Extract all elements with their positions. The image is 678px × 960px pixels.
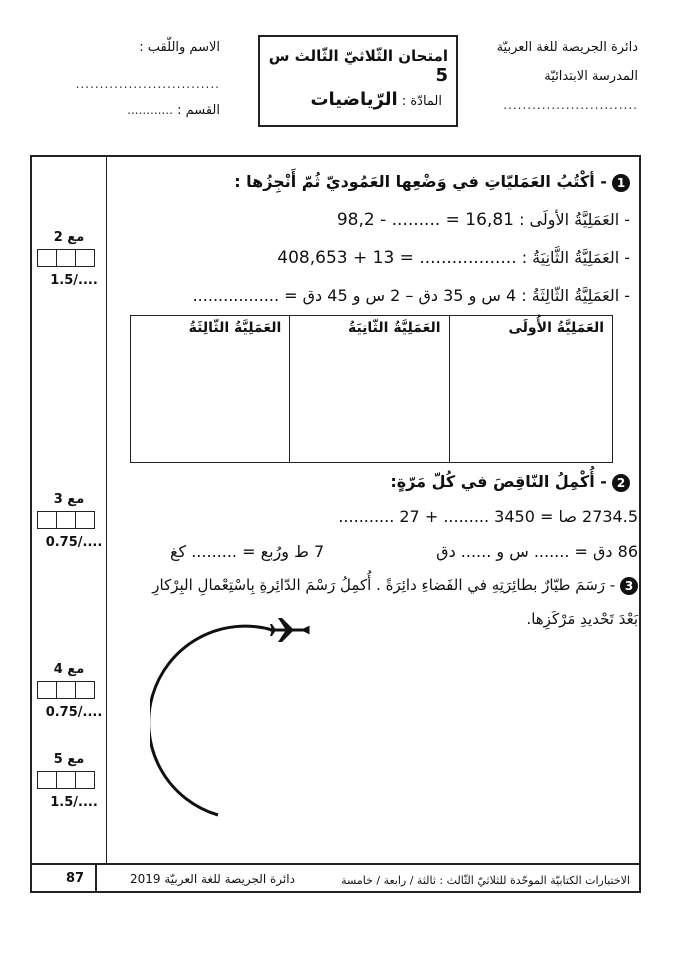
school-info [478, 40, 638, 112]
q2-line2a[interactable]: 86 دق = ....... س و ...... دق [436, 542, 638, 561]
subject-name: الرّياضيات [310, 89, 398, 110]
q1-number-badge: 1 [612, 174, 630, 192]
q2-instruction [390, 472, 630, 492]
subject-row [310, 89, 442, 110]
q2-instruction-text: - أُكْمِلُ النّاقِصَ في كُلّ مَرّةٍ: [390, 472, 607, 491]
student-info [70, 40, 220, 118]
op2-expression[interactable]: 408,653 + 13 = .................. [277, 248, 517, 268]
school-name: المدرسة الابتدائيّة [544, 69, 638, 84]
score-block-2 [34, 492, 114, 550]
q1-op2-line [277, 248, 630, 268]
score-criterion: مع 4 [53, 662, 85, 677]
score-criterion: مع 5 [53, 752, 85, 767]
op3-label: - العَمَلِيَّةُ الثّالِثَةُ : [521, 286, 630, 305]
q3-line1 [152, 576, 638, 595]
section-row [70, 103, 220, 118]
q3-line2: بَعْدَ تَحْديدِ مَرْكَزِها. [526, 610, 638, 628]
name-dots[interactable]: .............................. [75, 77, 220, 91]
op-cell-1[interactable]: العَمَلِيَّةُ الأُولَى [449, 316, 612, 463]
score-value: 1.5/.... [50, 273, 98, 288]
name-label: الاسم واللّقب : [139, 40, 220, 55]
score-block-3 [34, 662, 114, 720]
q1-instruction [234, 172, 630, 192]
footer-text: الاختبارات الكتابيّة الموحّدة للثلاثيّ الثّالث : ثالثة / رابعة / خامسة [341, 874, 630, 887]
exam-title-box [258, 35, 458, 127]
operations-table [130, 315, 613, 463]
q1-op3-line [193, 286, 630, 305]
q2-line2b[interactable]: 7 ط ورُبع = ......... كغ [170, 542, 325, 561]
exam-title-text: امتحان الثّلاثيّ الثّالث س [268, 47, 448, 65]
score-boxes[interactable] [38, 511, 114, 529]
op1-expression[interactable]: 98,2 - ......... = 16,81 [336, 210, 514, 230]
score-block-1 [34, 230, 114, 288]
q3-line1-text: - رَسَمَ طيّارٌ بطائِرَتِهِ في الفَضاءِ دائِرَةً . أُكمِلُ رَسْمَ الدّائِرةِ بِاسْتِعْمالِ البِرْكارِ [152, 576, 616, 594]
circle-arc [150, 626, 272, 815]
q3-number-badge: 3 [620, 577, 638, 595]
exam-title [260, 47, 448, 86]
airplane-icon [268, 616, 310, 644]
score-value: 0.75/.... [45, 705, 103, 720]
score-boxes[interactable] [38, 771, 114, 789]
score-boxes[interactable] [38, 249, 114, 267]
op3-expression[interactable]: 4 س و 35 دق – 2 س و 45 دق = ................. [192, 286, 517, 305]
page-number: 87 [66, 871, 85, 886]
section-label: القسم : [177, 103, 220, 118]
footer-page-sep [95, 865, 97, 893]
score-boxes[interactable] [38, 681, 114, 699]
score-criterion: مع 2 [53, 230, 85, 245]
score-value: 1.5/.... [50, 795, 98, 810]
q1-instruction-text: - أكْتُبُ العَمَليّاتِ في وَضْعِها العَمُوديّ ثُمّ أَنْجِزُها : [234, 172, 607, 191]
subject-label: المادّة : [401, 94, 442, 109]
q1-op1-line [337, 210, 630, 230]
q2-line1[interactable]: 2734.5 صا = 3450 ......... + 27 ........... [338, 507, 638, 526]
op1-label: - العَمَلِيَّةُ الأولَى : [519, 210, 630, 229]
district-name: دائرة الجريصة للغة العربيّة [496, 40, 638, 55]
op2-label: - العَمَلِيَّةُ الثَّانِيَةُ : [521, 248, 630, 267]
score-value: 0.75/.... [45, 535, 103, 550]
school-dots[interactable]: ............................ [503, 98, 638, 112]
footer-district: دائرة الجريصة للغة العربيّة 2019 [130, 872, 295, 886]
score-criterion: مع 3 [53, 492, 85, 507]
score-block-4 [34, 752, 114, 810]
op-cell-2[interactable]: العَمَلِيَّةُ الثّانِيَةُ [290, 316, 449, 463]
exam-level: 5 [435, 65, 448, 86]
op-cell-3[interactable]: العَمَلِيَّةُ الثّالِثَةُ [131, 316, 290, 463]
section-dots[interactable]: ............ [127, 103, 173, 117]
q2-number-badge: 2 [612, 474, 630, 492]
